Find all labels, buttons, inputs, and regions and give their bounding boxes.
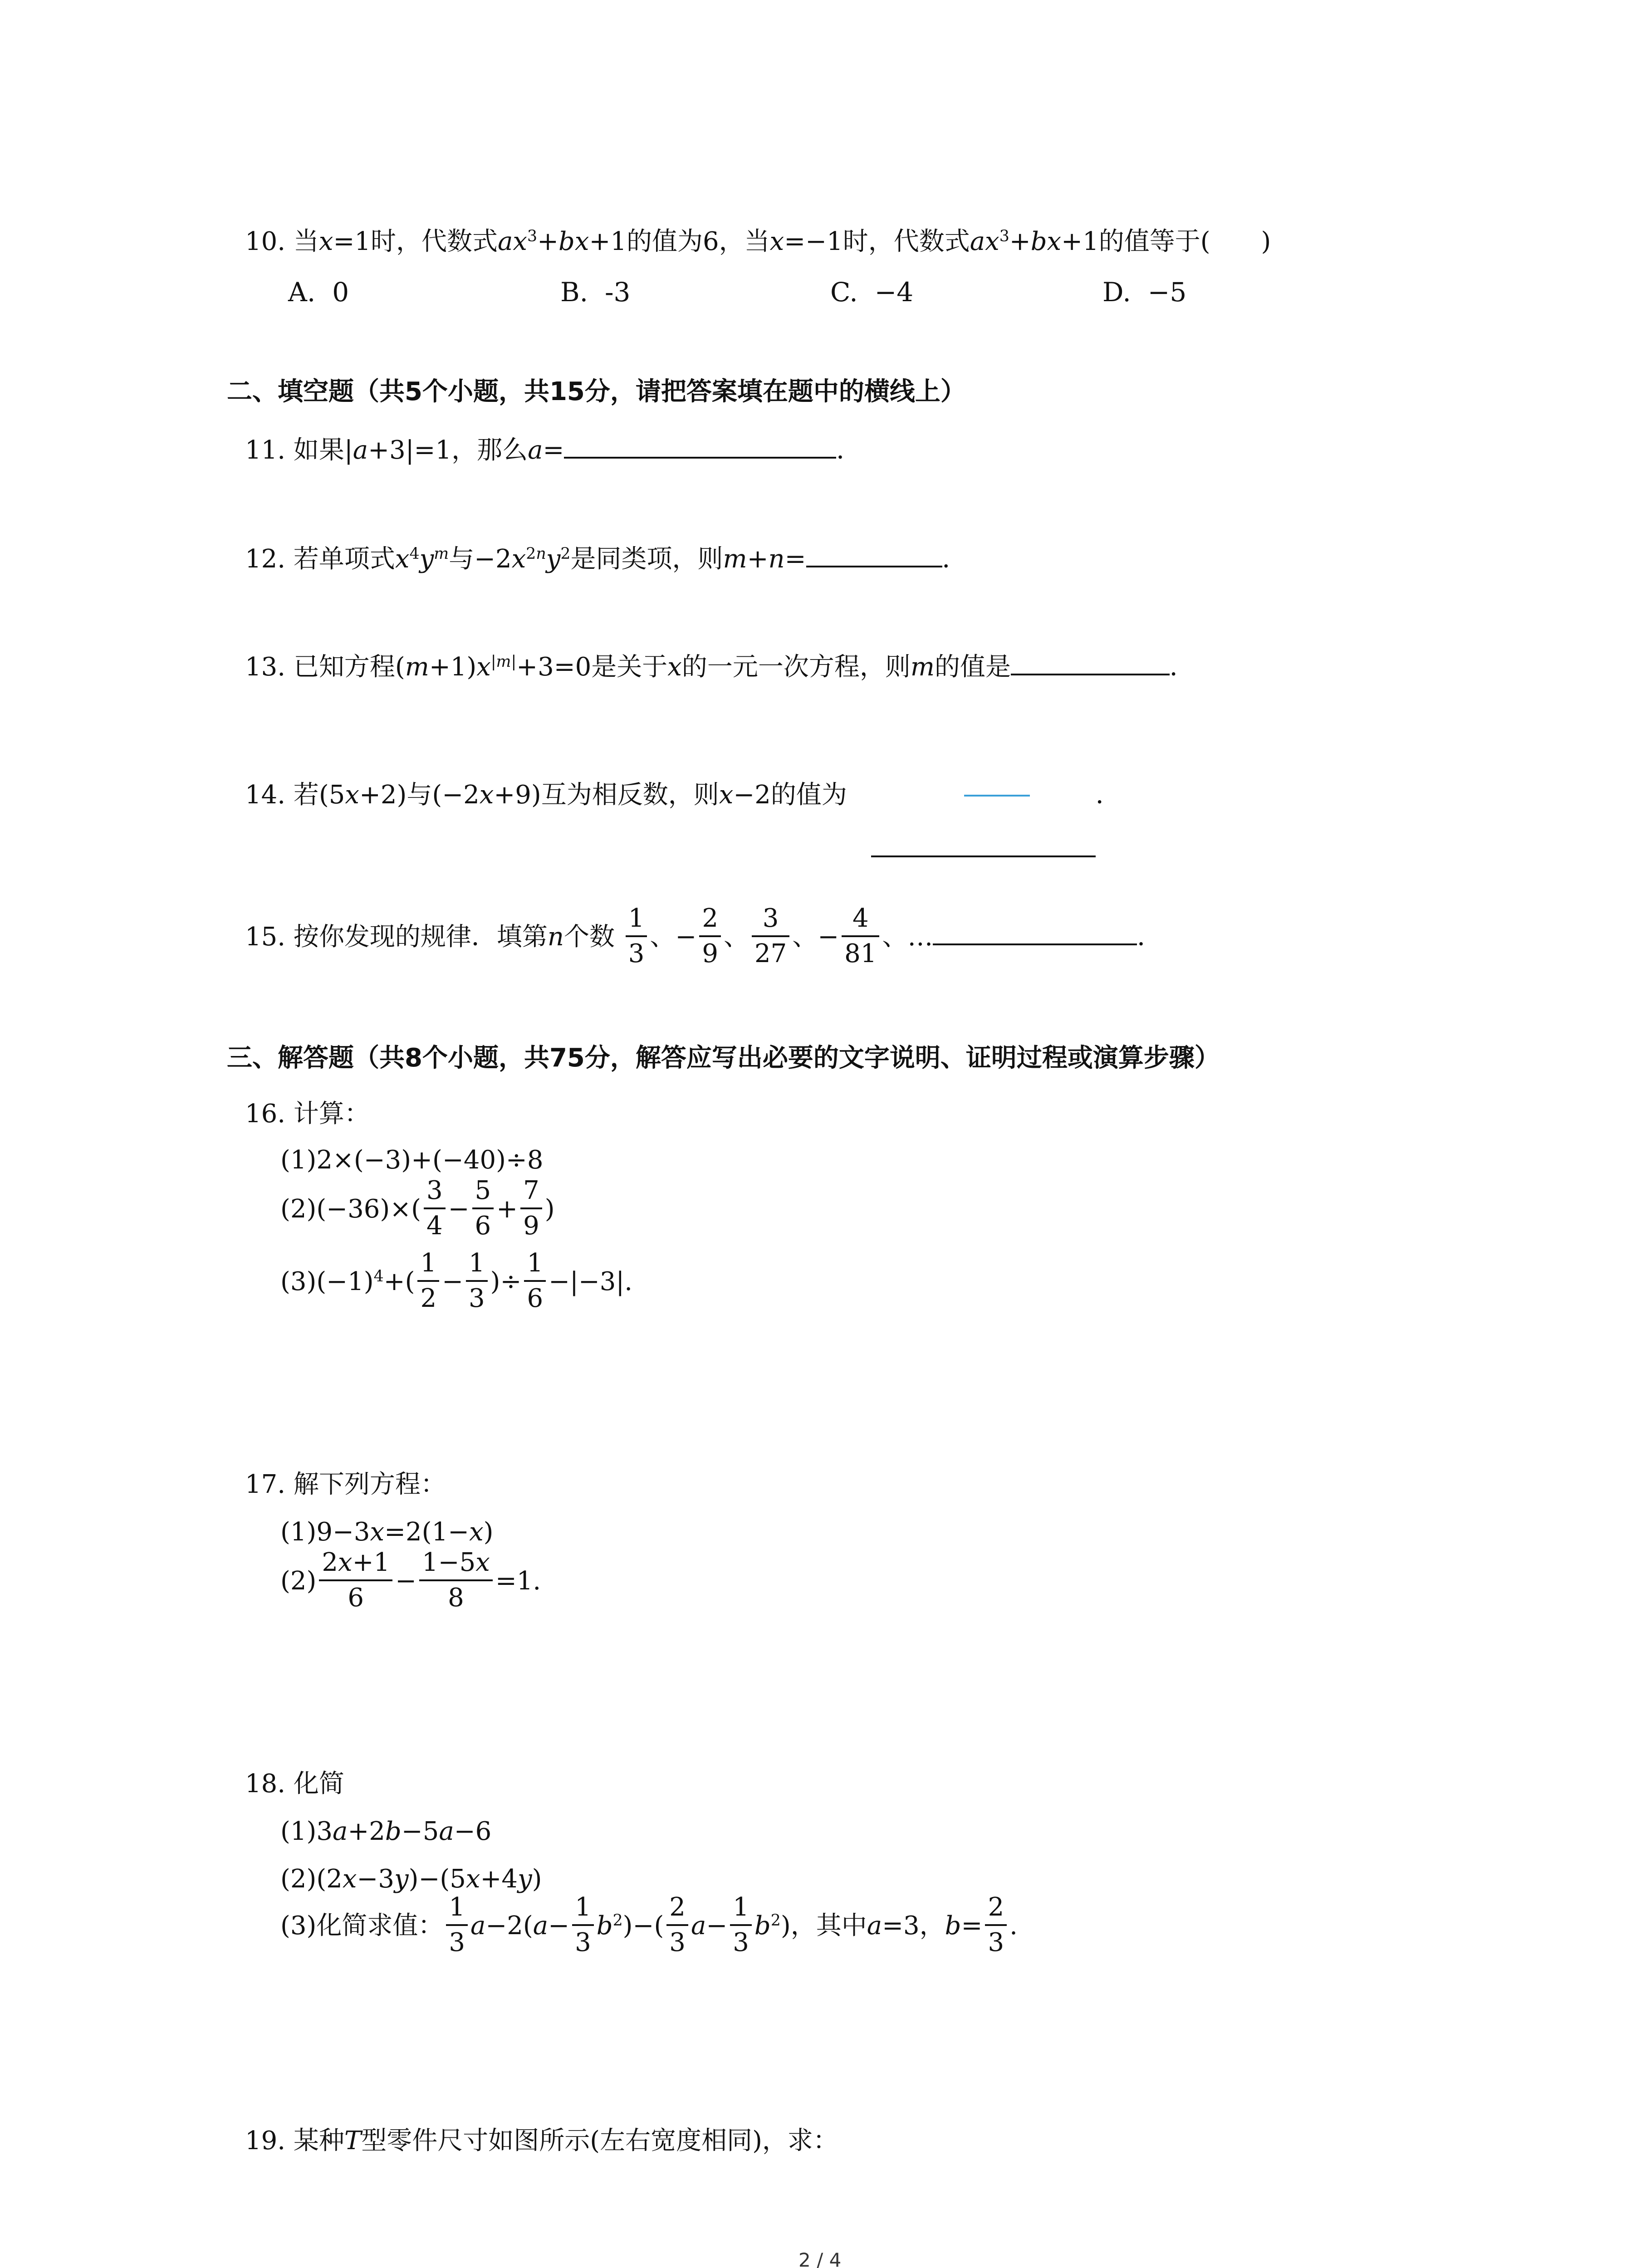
q16-part-2: (2)(−36)×( $\frac{3}{4}$ − $\frac{5}{6}$ + $\frac{7}{9}$ ) (280, 1176, 555, 1241)
question-11: 11. 如果|a+3|=1，那么a= ． (245, 435, 862, 465)
q18-part-2: (2)(2x−3y)−(5x+4y) (280, 1864, 542, 1894)
page-number: 2 / 4 (798, 2249, 842, 2268)
question-17 (245, 1472, 446, 1497)
question-text: 若(5x+2)与(−2x+9)互为相反数，则x−2的值为 (293, 780, 847, 810)
question-number: 11. (245, 435, 286, 465)
fraction: $\frac{2}{9}$ (699, 904, 721, 968)
question-number: 10. (245, 227, 286, 256)
question-text: 按你发现的规律．填第n个数 (293, 922, 615, 952)
question-number: 17. (245, 1470, 286, 1499)
period-mark: ． (1096, 780, 1121, 810)
option-c[interactable]: C. −4 (830, 277, 914, 308)
answer-accent-line (964, 795, 1030, 797)
option-a[interactable]: A. 0 (288, 277, 349, 308)
fraction: $\frac{1}{3}$ (626, 904, 647, 968)
question-number: 13. (245, 652, 286, 682)
question-15: 15. 按你发现的规律．填第n个数 $\frac{1}{3}$ 、− $\frac{2}{9}$ 、 $\frac{3}{27}$ 、− $\frac{4}{81}$ 、… ． (245, 904, 1163, 968)
q17-part-1: (1)9−3x=2(1−x) (280, 1517, 494, 1547)
q16-part-3: $(3)(-1)^4+$( $\frac{1}{2}$ − $\frac{1}{3}$ )÷ $\frac{1}{6}$ −|−3|. (280, 1248, 633, 1313)
fraction: $\frac{4}{81}$ (842, 904, 879, 968)
question-text: 当x=1时，代数式$ax^3+bx+1$的值为6，当x=−1时，代数式$ax^3+bx+1$的值等于( ) (293, 227, 1271, 256)
question-text: 如果|a+3|=1，那么a= (293, 435, 564, 465)
question-13: 13. 已知方程$(m+1)x^{|m|}+3=0$是关于x的一元一次方程，则m的值是 ． (245, 652, 1195, 682)
answer-blank[interactable] (871, 855, 1096, 857)
q18-part-3: (3)化简求值： $\frac{1}{3}$ a−2(a− $\frac{1}{3}$ $b^2)-$( $\frac{2}{3}$ a− $\frac{1}{3}$ $b^2$)，其中a=3，b= $\frac{2}{3}$ . (280, 1892, 1018, 1957)
answer-blank[interactable] (933, 939, 1137, 945)
question-10 (245, 229, 1271, 254)
question-title: 计算： (293, 1099, 370, 1129)
option-d[interactable]: D. −5 (1102, 277, 1187, 308)
question-title: 化简 (293, 1769, 344, 1799)
option-b[interactable]: B. -3 (560, 277, 631, 308)
fraction: $\frac{3}{27}$ (752, 904, 789, 968)
question-number: 14. (245, 780, 286, 810)
question-title: 解下列方程： (293, 1470, 446, 1499)
question-text: 已知方程$(m+1)x^{|m|}+3=0$是关于x的一元一次方程，则m的值是 (293, 652, 1011, 682)
question-text: 某种T型零件尺寸如图所示(左右宽度相同)，求： (293, 2126, 838, 2156)
question-number: 19. (245, 2126, 286, 2156)
question-19 (245, 2128, 838, 2154)
question-number: 12. (245, 544, 286, 574)
section-3-heading: 三、解答题（共8个小题，共75分，解答应写出必要的文字说明、证明过程或演算步骤） (227, 1043, 1220, 1073)
answer-blank[interactable] (1011, 669, 1170, 675)
question-number: 18. (245, 1769, 286, 1799)
q17-part-2: (2) $\frac{2x+1}{6}$ − $\frac{1-5x}{8}$ =1. (280, 1548, 541, 1613)
q16-part-1: (1)2×(−3)+(−40)÷8 (280, 1145, 544, 1175)
question-number: 15. (245, 922, 286, 952)
section-2-heading: 二、填空题（共5个小题，共15分，请把答案填在题中的横线上） (227, 377, 966, 406)
question-16 (245, 1101, 370, 1127)
question-14 (245, 782, 847, 808)
question-12: 12. 若单项式$x^4y^m$与$-2x^{2n}y^2$是同类项，则m+n= ． (245, 544, 968, 574)
question-number: 16. (245, 1099, 286, 1129)
q18-part-1: (1)3a+2b−5a−6 (280, 1817, 492, 1846)
question-18 (245, 1771, 344, 1797)
answer-blank[interactable] (806, 561, 942, 567)
question-text: 若单项式$x^4y^m$与$-2x^{2n}y^2$是同类项，则m+n= (293, 544, 806, 574)
answer-blank[interactable] (564, 452, 836, 459)
